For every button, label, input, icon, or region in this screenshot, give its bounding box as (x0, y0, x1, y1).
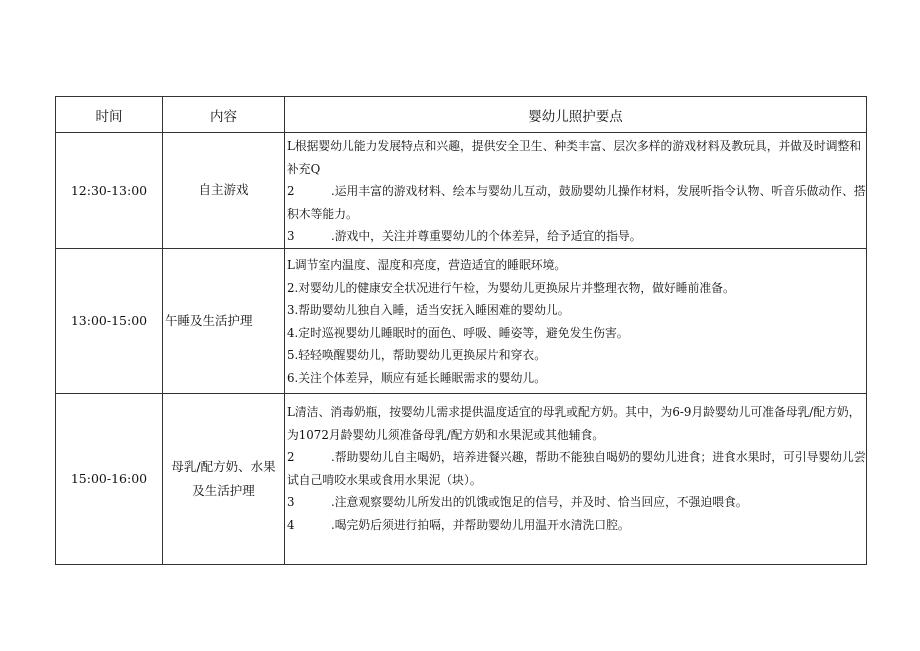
content-cell: 午睡及生活护理 (163, 248, 285, 393)
table-row (56, 133, 867, 249)
care-point: L清洁、消毒奶瓶，按婴幼儿需求提供温度适宜的母乳或配方奶。其中，为6-9月龄婴幼儿可准备母乳/配方奶，为1072月龄婴幼儿须准备母乳/配方奶和水果泥或其他辅食。 (287, 405, 861, 442)
point-number: 2 (287, 450, 295, 464)
care-point: 5.轻轻唤醒婴幼儿，帮助婴幼儿更换尿片和穿衣。 (287, 348, 546, 362)
point-number: 3 (287, 229, 295, 243)
points-cell (285, 393, 867, 564)
care-point: 6.关注个体差异，顺应有延长睡眠需求的婴幼儿。 (287, 370, 546, 385)
header-row (56, 97, 867, 133)
care-point: 4.定时巡视婴幼儿睡眠时的面色、呼吸、睡姿等，避免发生伤害。 (287, 325, 629, 340)
header-content: 内容 (163, 97, 285, 133)
header-points: 婴幼儿照护要点 (285, 97, 867, 133)
point-number: 4 (287, 517, 295, 532)
care-point: 4 .喝完奶后须进行拍嗝，并帮助婴幼儿用温开水清洗口腔。 (287, 514, 866, 537)
care-schedule-table (55, 96, 867, 565)
header-time: 时间 (56, 97, 163, 133)
point-number: 3 (287, 495, 295, 509)
table-row (56, 393, 867, 564)
points-cell (285, 133, 867, 249)
care-point: L根据婴幼儿能力发展特点和兴趣，提供安全卫生、种类丰富、层次多样的游戏材料及教玩具，并做及时调整和补充Q (287, 139, 862, 176)
care-point: 3 .游戏中，关注并尊重婴幼儿的个体差异，给予适宜的指导。 (287, 225, 866, 248)
time-cell: 12:30-13:00 (56, 133, 163, 249)
point-number: 2 (287, 184, 295, 198)
time-cell: 13:00-15:00 (56, 248, 163, 393)
care-point: 3.帮助婴幼儿独自入睡，适当安抚入睡困难的婴幼儿。 (287, 303, 570, 317)
points-cell (285, 248, 867, 393)
care-point: 2.对婴幼儿的健康安全状况进行午检，为婴幼儿更换尿片并整理衣物，做好睡前准备。 (287, 280, 735, 295)
care-point: 2 .运用丰富的游戏材料、绘本与婴幼儿互动，鼓励婴幼儿操作材料，发展听指令认物、听音乐做动作、搭积木等能力。 (287, 180, 866, 225)
care-point: L调节室内温度、湿度和亮度，营造适宜的睡眠环境。 (287, 258, 567, 272)
time-cell: 15:00-16:00 (56, 393, 163, 564)
table-row (56, 248, 867, 393)
care-point: 2 .帮助婴幼儿自主喝奶，培养进餐兴趣，帮助不能独自喝奶的婴幼儿进食；进食水果时，可引导婴幼儿尝试自己啃咬水果或食用水果泥（块）。 (287, 446, 866, 491)
content-cell: 自主游戏 (163, 133, 285, 249)
content-cell: 母乳/配方奶、水果及生活护理 (163, 393, 285, 564)
care-point: 3 .注意观察婴幼儿所发出的饥饿或饱足的信号，并及时、恰当回应，不强迫喂食。 (287, 491, 866, 514)
